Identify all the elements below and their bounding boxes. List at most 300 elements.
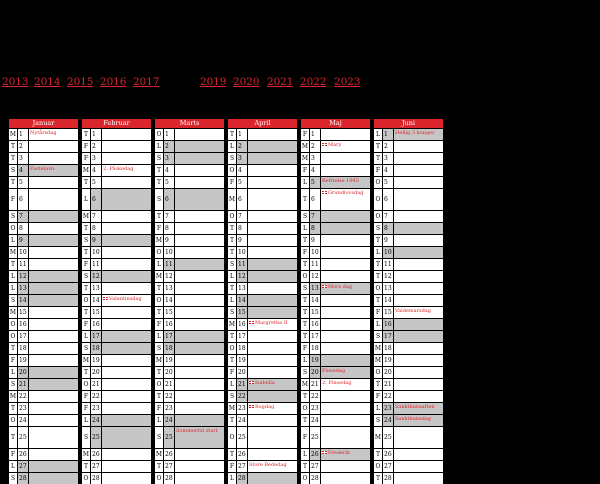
day-number: 5 bbox=[18, 177, 29, 188]
day-number: 3 bbox=[164, 153, 175, 164]
day-note bbox=[29, 331, 78, 342]
weekday-letter: M bbox=[82, 213, 90, 220]
day-number: 11 bbox=[383, 259, 394, 270]
year-link-2013[interactable]: 2013 bbox=[2, 76, 29, 88]
day-row bbox=[227, 164, 297, 176]
day-note bbox=[175, 189, 224, 210]
day-row bbox=[81, 366, 151, 378]
weekday-letter: L bbox=[155, 141, 164, 152]
day-note bbox=[394, 223, 443, 234]
day-row bbox=[81, 188, 151, 210]
weekday-letter: T bbox=[155, 367, 164, 378]
weekday-letter: T bbox=[301, 307, 310, 318]
weekday-letter: T bbox=[9, 177, 18, 188]
day-number: 2 bbox=[237, 141, 248, 152]
day-number: 27 bbox=[237, 461, 248, 472]
day-note bbox=[321, 343, 370, 354]
weekday-letter: O bbox=[374, 177, 383, 188]
weekday-letter: O bbox=[301, 403, 310, 414]
day-note bbox=[175, 259, 224, 270]
day-note bbox=[29, 343, 78, 354]
year-link-2022[interactable]: 2022 bbox=[300, 76, 327, 88]
day-note bbox=[175, 427, 224, 448]
day-note bbox=[321, 355, 370, 366]
day-row bbox=[81, 390, 151, 402]
day-number: 22 bbox=[91, 391, 102, 402]
day-number: 2 bbox=[310, 141, 321, 152]
day-row bbox=[8, 234, 78, 246]
day-number: 5 bbox=[164, 177, 175, 188]
day-row bbox=[373, 176, 443, 188]
day-number: 20 bbox=[91, 367, 102, 378]
day-note-text: Isabella bbox=[255, 380, 275, 386]
year-link-2023[interactable]: 2023 bbox=[334, 76, 361, 88]
weekday-letter: F bbox=[301, 427, 310, 448]
day-number: 8 bbox=[310, 223, 321, 234]
weekday-letter: L bbox=[9, 235, 18, 246]
weekday-letter: T bbox=[155, 211, 164, 222]
weekday-letter: T bbox=[82, 461, 91, 472]
danish-flag-icon bbox=[249, 381, 254, 385]
day-note bbox=[29, 367, 78, 378]
day-note bbox=[102, 247, 151, 258]
day-note bbox=[321, 259, 370, 270]
day-number: 18 bbox=[237, 343, 248, 354]
weekday-letter: T bbox=[301, 461, 310, 472]
day-note bbox=[394, 319, 443, 330]
day-row bbox=[373, 294, 443, 306]
day-number: 7 bbox=[18, 211, 29, 222]
day-row bbox=[8, 140, 78, 152]
weekday-letter: L bbox=[228, 271, 237, 282]
day-row bbox=[300, 402, 370, 414]
day-row bbox=[81, 402, 151, 414]
day-note bbox=[321, 165, 370, 176]
weekday-letter: O bbox=[9, 319, 18, 330]
day-note bbox=[175, 391, 224, 402]
day-number: 10 bbox=[18, 247, 29, 258]
day-number: 13 bbox=[91, 283, 102, 294]
day-row bbox=[300, 330, 370, 342]
year-link-2016[interactable]: 2016 bbox=[100, 76, 127, 88]
day-row bbox=[373, 342, 443, 354]
day-note bbox=[248, 129, 297, 140]
day-note-text: Fastelavn bbox=[30, 166, 55, 172]
day-note bbox=[394, 449, 443, 460]
weekday-letter: O bbox=[155, 247, 164, 258]
weekday-letter: S bbox=[228, 153, 237, 164]
day-row bbox=[154, 472, 224, 484]
day-note bbox=[248, 427, 297, 448]
weekday-letter: T bbox=[9, 153, 18, 164]
day-number: 15 bbox=[18, 307, 29, 318]
day-note bbox=[175, 379, 224, 390]
day-note bbox=[175, 153, 224, 164]
weekday-letter: T bbox=[374, 271, 383, 282]
weekday-letter: T bbox=[228, 129, 237, 140]
day-number: 23 bbox=[310, 403, 321, 414]
day-number: 16 bbox=[237, 319, 248, 330]
weekday-letter: O bbox=[155, 295, 164, 306]
day-note bbox=[321, 189, 370, 210]
day-row bbox=[373, 460, 443, 472]
day-number: 9 bbox=[237, 235, 248, 246]
day-number: 19 bbox=[310, 355, 321, 366]
day-number: 17 bbox=[237, 331, 248, 342]
day-number: 8 bbox=[164, 223, 175, 234]
weekday-letter: M bbox=[228, 189, 237, 210]
weekday-letter: F bbox=[228, 367, 237, 378]
day-row bbox=[81, 140, 151, 152]
day-note bbox=[248, 235, 297, 246]
day-note bbox=[248, 307, 297, 318]
day-note bbox=[29, 427, 78, 448]
day-number: 17 bbox=[18, 331, 29, 342]
day-note bbox=[102, 307, 151, 318]
danish-flag-icon bbox=[103, 297, 108, 301]
year-link-2020[interactable]: 2020 bbox=[233, 76, 260, 88]
day-number: 5 bbox=[237, 177, 248, 188]
weekday-letter: O bbox=[155, 379, 164, 390]
weekday-letter: O bbox=[155, 473, 164, 484]
day-number: 20 bbox=[164, 367, 175, 378]
weekday-letter: T bbox=[228, 355, 237, 366]
weekday-letter: F bbox=[155, 403, 164, 414]
day-note bbox=[248, 223, 297, 234]
weekday-letter: O bbox=[155, 129, 164, 140]
year-link-2015[interactable]: 2015 bbox=[67, 76, 94, 88]
day-number: 16 bbox=[383, 319, 394, 330]
day-number: 14 bbox=[310, 295, 321, 306]
day-note bbox=[29, 235, 78, 246]
day-note bbox=[248, 449, 297, 460]
weekday-letter: M bbox=[82, 167, 90, 174]
day-number: 21 bbox=[18, 379, 29, 390]
weekday-letter: T bbox=[82, 367, 91, 378]
day-note bbox=[29, 153, 78, 164]
day-note bbox=[175, 343, 224, 354]
day-note bbox=[29, 259, 78, 270]
weekday-letter: T bbox=[301, 415, 310, 426]
weekday-letter: O bbox=[374, 283, 383, 294]
weekday-letter: F bbox=[9, 355, 18, 366]
day-number: 6 bbox=[383, 189, 394, 210]
day-number: 28 bbox=[91, 473, 102, 484]
day-row bbox=[300, 354, 370, 366]
day-number: 28 bbox=[18, 473, 29, 484]
day-number: 16 bbox=[164, 319, 175, 330]
day-row bbox=[227, 402, 297, 414]
day-row bbox=[8, 222, 78, 234]
day-number: 9 bbox=[310, 235, 321, 246]
day-number: 23 bbox=[383, 403, 394, 414]
day-row bbox=[300, 234, 370, 246]
danish-flag-icon bbox=[322, 451, 327, 455]
day-row bbox=[81, 282, 151, 294]
day-number: 1 bbox=[383, 129, 394, 140]
weekday-letter: L bbox=[82, 331, 91, 342]
day-row bbox=[227, 282, 297, 294]
day-note bbox=[102, 449, 151, 460]
day-number: 7 bbox=[164, 211, 175, 222]
month-header: Januar bbox=[8, 118, 78, 128]
day-note bbox=[394, 247, 443, 258]
day-number: 26 bbox=[383, 449, 394, 460]
day-row bbox=[154, 258, 224, 270]
day-note bbox=[248, 141, 297, 152]
day-number: 27 bbox=[310, 461, 321, 472]
weekday-letter: S bbox=[155, 153, 164, 164]
day-row bbox=[227, 234, 297, 246]
day-note bbox=[175, 307, 224, 318]
weekday-letter: T bbox=[155, 177, 164, 188]
day-number: 19 bbox=[164, 355, 175, 366]
weekday-letter: T bbox=[301, 235, 310, 246]
day-note bbox=[394, 415, 443, 426]
day-number: 15 bbox=[237, 307, 248, 318]
day-number: 27 bbox=[18, 461, 29, 472]
day-number: 28 bbox=[237, 473, 248, 484]
day-number: 6 bbox=[91, 189, 102, 210]
weekday-letter: S bbox=[82, 271, 91, 282]
day-note bbox=[102, 379, 151, 390]
day-row bbox=[8, 366, 78, 378]
day-row bbox=[8, 152, 78, 164]
weekday-letter: S bbox=[301, 211, 310, 222]
day-row bbox=[8, 318, 78, 330]
day-note bbox=[102, 331, 151, 342]
day-row bbox=[227, 390, 297, 402]
day-number: 22 bbox=[383, 391, 394, 402]
day-row bbox=[8, 460, 78, 472]
day-note bbox=[394, 355, 443, 366]
day-note bbox=[394, 427, 443, 448]
day-note bbox=[102, 355, 151, 366]
weekday-letter: S bbox=[155, 427, 164, 448]
weekday-letter: T bbox=[9, 427, 18, 448]
weekday-letter: T bbox=[228, 223, 237, 234]
weekday-letter: M bbox=[82, 451, 90, 458]
day-number: 25 bbox=[164, 427, 175, 448]
weekday-letter: T bbox=[228, 235, 237, 246]
day-number: 21 bbox=[164, 379, 175, 390]
day-row bbox=[300, 188, 370, 210]
month-column-februar bbox=[81, 118, 151, 484]
day-note bbox=[248, 331, 297, 342]
day-note bbox=[394, 367, 443, 378]
weekday-letter: O bbox=[82, 295, 91, 306]
weekday-letter: L bbox=[301, 355, 310, 366]
day-note bbox=[29, 307, 78, 318]
weekday-letter: L bbox=[228, 295, 237, 306]
danish-flag-icon bbox=[249, 405, 254, 409]
day-note bbox=[394, 283, 443, 294]
day-row bbox=[154, 378, 224, 390]
day-row bbox=[227, 152, 297, 164]
weekday-letter: L bbox=[9, 283, 18, 294]
day-note bbox=[102, 189, 151, 210]
day-number: 15 bbox=[383, 307, 394, 318]
day-note bbox=[102, 141, 151, 152]
day-number: 18 bbox=[164, 343, 175, 354]
day-note bbox=[394, 165, 443, 176]
day-note bbox=[102, 343, 151, 354]
day-note-text: Margrethe II bbox=[255, 320, 288, 326]
day-number: 5 bbox=[91, 177, 102, 188]
day-note bbox=[29, 283, 78, 294]
day-number: 14 bbox=[91, 295, 102, 306]
day-number: 19 bbox=[237, 355, 248, 366]
day-row bbox=[154, 426, 224, 448]
day-number: 19 bbox=[383, 355, 394, 366]
weekday-letter: T bbox=[9, 403, 18, 414]
day-row bbox=[227, 460, 297, 472]
day-note bbox=[394, 295, 443, 306]
day-row bbox=[300, 140, 370, 152]
day-row bbox=[8, 258, 78, 270]
day-note bbox=[175, 283, 224, 294]
day-row bbox=[154, 318, 224, 330]
day-number: 22 bbox=[164, 391, 175, 402]
day-note bbox=[248, 391, 297, 402]
day-note bbox=[102, 403, 151, 414]
day-note bbox=[102, 319, 151, 330]
month-header: Juni bbox=[373, 118, 443, 128]
weekday-letter: O bbox=[228, 427, 237, 448]
day-note bbox=[29, 355, 78, 366]
day-number: 26 bbox=[164, 449, 175, 460]
weekday-letter: T bbox=[374, 141, 383, 152]
weekday-letter: M bbox=[9, 131, 17, 138]
day-number: 15 bbox=[91, 307, 102, 318]
day-row bbox=[8, 282, 78, 294]
year-link-2014[interactable]: 2014 bbox=[34, 76, 61, 88]
weekday-letter: L bbox=[155, 331, 164, 342]
weekday-letter: T bbox=[155, 165, 164, 176]
weekday-letter: L bbox=[228, 473, 237, 484]
day-number: 17 bbox=[383, 331, 394, 342]
day-note bbox=[175, 141, 224, 152]
day-row bbox=[373, 128, 443, 140]
weekday-letter: T bbox=[228, 247, 237, 258]
weekday-letter: S bbox=[82, 427, 91, 448]
day-note bbox=[394, 403, 443, 414]
weekday-letter: O bbox=[9, 331, 18, 342]
day-number: 16 bbox=[18, 319, 29, 330]
day-number: 8 bbox=[18, 223, 29, 234]
month-header: Februar bbox=[81, 118, 151, 128]
year-link-2019[interactable]: 2019 bbox=[200, 76, 227, 88]
day-note-text: Valentinsdag bbox=[109, 296, 142, 302]
day-note bbox=[102, 283, 151, 294]
day-note bbox=[394, 211, 443, 222]
day-number: 5 bbox=[310, 177, 321, 188]
day-row bbox=[81, 234, 151, 246]
day-note-text: Sankthansaften bbox=[395, 404, 435, 410]
year-link-2017[interactable]: 2017 bbox=[133, 76, 160, 88]
year-link-2021[interactable]: 2021 bbox=[267, 76, 294, 88]
day-note bbox=[175, 415, 224, 426]
day-row bbox=[8, 330, 78, 342]
day-number: 23 bbox=[91, 403, 102, 414]
day-row bbox=[8, 176, 78, 188]
weekday-letter: T bbox=[82, 223, 91, 234]
day-row bbox=[300, 294, 370, 306]
day-note bbox=[248, 177, 297, 188]
day-row bbox=[8, 246, 78, 258]
day-number: 23 bbox=[164, 403, 175, 414]
day-note-text: Bogdag bbox=[255, 404, 275, 410]
day-row bbox=[227, 176, 297, 188]
weekday-letter: S bbox=[82, 343, 91, 354]
day-note bbox=[102, 211, 151, 222]
day-row bbox=[81, 222, 151, 234]
day-note-text: Hellig 3 konger bbox=[395, 130, 435, 136]
day-row bbox=[300, 414, 370, 426]
weekday-letter: F bbox=[82, 141, 91, 152]
weekday-letter: L bbox=[155, 415, 164, 426]
day-number: 9 bbox=[18, 235, 29, 246]
day-note bbox=[29, 403, 78, 414]
day-number: 22 bbox=[310, 391, 321, 402]
weekday-letter: L bbox=[228, 141, 237, 152]
day-note bbox=[321, 449, 370, 460]
day-number: 11 bbox=[91, 259, 102, 270]
day-number: 22 bbox=[18, 391, 29, 402]
day-note bbox=[29, 141, 78, 152]
day-number: 10 bbox=[237, 247, 248, 258]
weekday-letter: T bbox=[82, 247, 91, 258]
day-number: 21 bbox=[91, 379, 102, 390]
day-number: 24 bbox=[383, 415, 394, 426]
month-column-juni bbox=[373, 118, 443, 484]
day-note bbox=[175, 129, 224, 140]
day-row bbox=[154, 210, 224, 222]
day-row bbox=[300, 258, 370, 270]
day-number: 4 bbox=[383, 165, 394, 176]
day-number: 10 bbox=[310, 247, 321, 258]
day-number: 4 bbox=[164, 165, 175, 176]
day-row bbox=[154, 188, 224, 210]
weekday-letter: L bbox=[301, 177, 310, 188]
weekday-letter: F bbox=[374, 307, 383, 318]
day-row bbox=[300, 378, 370, 390]
weekday-letter: T bbox=[301, 331, 310, 342]
day-number: 12 bbox=[91, 271, 102, 282]
day-row bbox=[154, 330, 224, 342]
weekday-letter: T bbox=[228, 415, 237, 426]
day-note bbox=[394, 473, 443, 484]
day-row bbox=[154, 306, 224, 318]
day-row bbox=[227, 210, 297, 222]
weekday-letter: T bbox=[9, 343, 18, 354]
day-note bbox=[248, 295, 297, 306]
day-note bbox=[248, 343, 297, 354]
day-note bbox=[321, 403, 370, 414]
day-number: 14 bbox=[18, 295, 29, 306]
day-number: 21 bbox=[383, 379, 394, 390]
weekday-letter: S bbox=[374, 223, 383, 234]
day-row bbox=[154, 354, 224, 366]
weekday-letter: L bbox=[374, 403, 383, 414]
day-note bbox=[394, 259, 443, 270]
day-note bbox=[248, 473, 297, 484]
day-note bbox=[29, 211, 78, 222]
day-note bbox=[29, 247, 78, 258]
day-row bbox=[227, 330, 297, 342]
weekday-letter: T bbox=[228, 449, 237, 460]
day-row bbox=[81, 210, 151, 222]
